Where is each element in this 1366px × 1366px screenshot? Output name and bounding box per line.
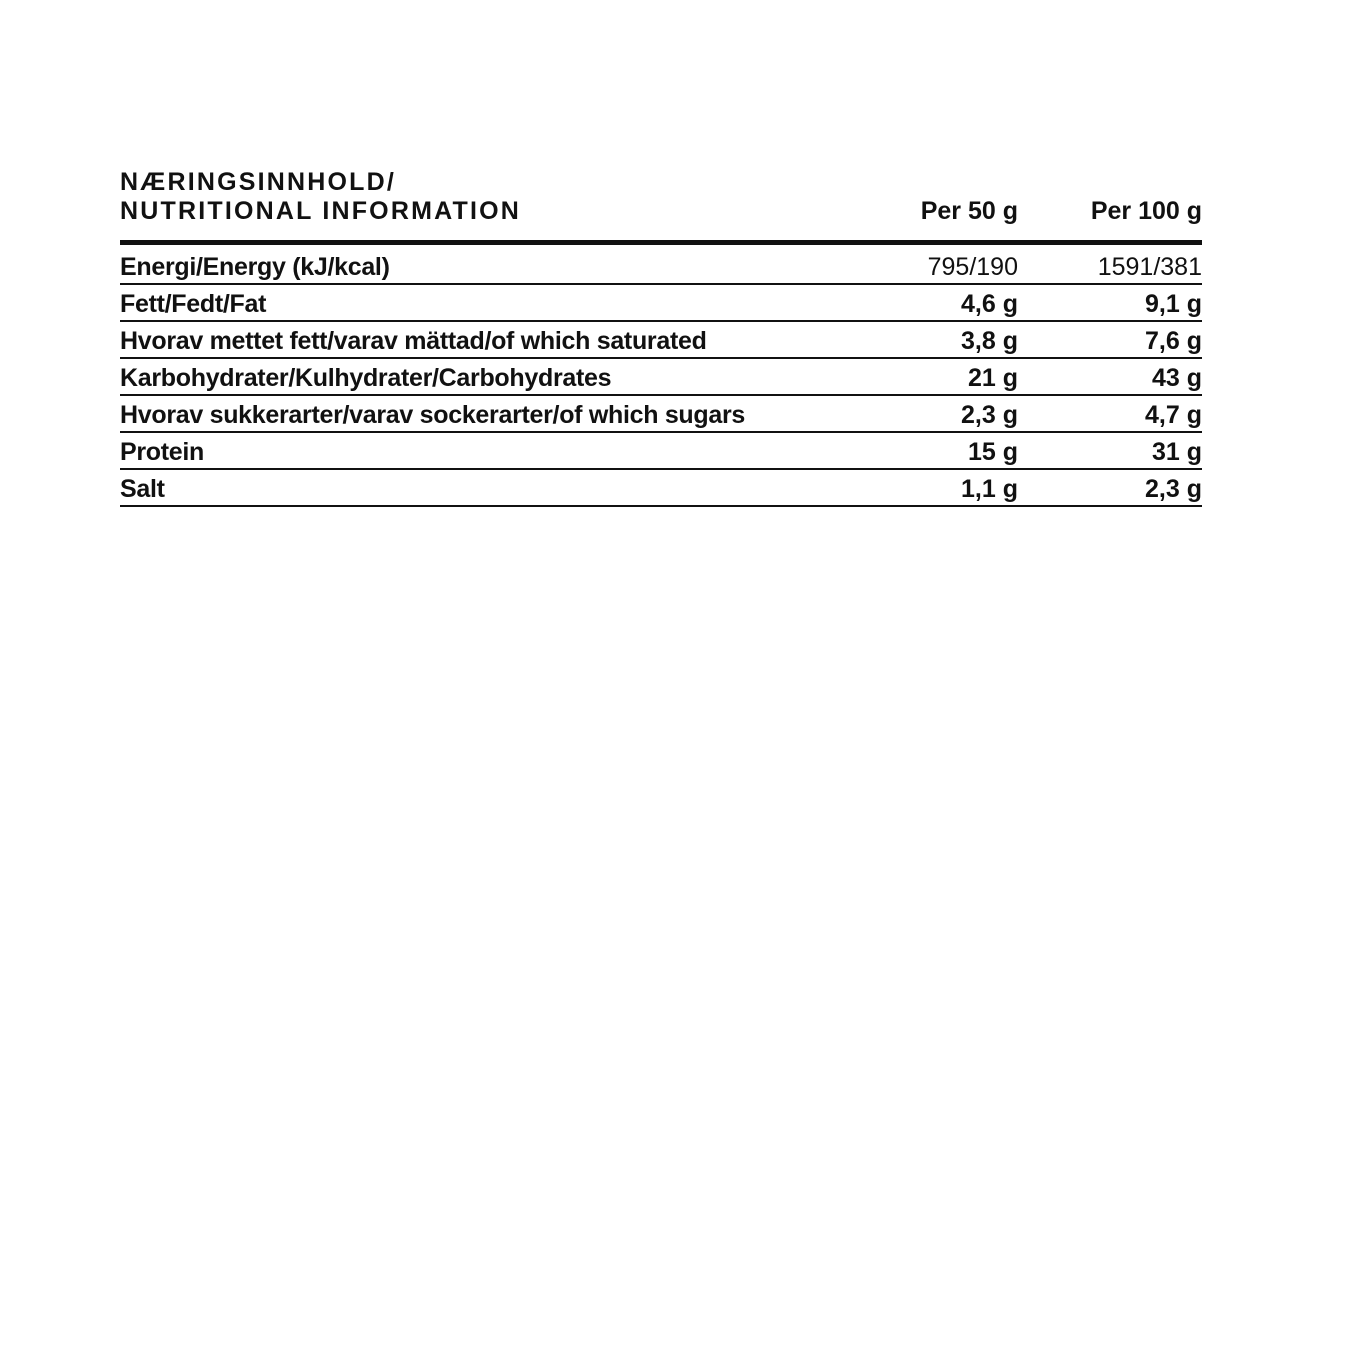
- table-row-protein: [120, 433, 1202, 470]
- value-per-100g: 9,1 g: [1145, 290, 1202, 318]
- value-per-100g: 1591/381: [1097, 253, 1202, 281]
- row-label: Salt: [120, 475, 165, 503]
- value-per-50g: 4,6 g: [961, 290, 1018, 318]
- value-per-100g: 2,3 g: [1145, 475, 1202, 503]
- table-row-saturated-fat: [120, 322, 1202, 359]
- column-header-per-100g: Per 100 g: [1090, 197, 1202, 225]
- table-row-fat: [120, 285, 1202, 322]
- value-per-50g: 3,8 g: [961, 327, 1018, 355]
- value-per-100g: 43 g: [1151, 364, 1202, 392]
- value-per-50g: 2,3 g: [961, 401, 1018, 429]
- value-per-100g: 31 g: [1151, 438, 1202, 466]
- row-label: Hvorav mettet fett/varav mättad/of which saturated: [120, 327, 707, 355]
- row-label: Hvorav sukkerarter/varav sockerarter/of which sugars: [120, 401, 746, 429]
- row-label: Protein: [120, 438, 205, 466]
- value-per-50g: 21 g: [967, 364, 1018, 392]
- row-label: Fett/Fedt/Fat: [120, 290, 267, 318]
- title-english: NUTRITIONAL INFORMATION: [120, 197, 522, 225]
- value-per-50g: 795/190: [927, 253, 1018, 281]
- table-row-carbohydrates: [120, 359, 1202, 396]
- row-label: Energi/Energy (kJ/kcal): [120, 253, 390, 281]
- nutrition-table: [120, 168, 1202, 507]
- value-per-100g: 7,6 g: [1145, 327, 1202, 355]
- row-label: Karbohydrater/Kulhydrater/Carbohydrates: [120, 364, 612, 392]
- value-per-50g: 15 g: [967, 438, 1018, 466]
- table-title: [120, 168, 521, 226]
- nutrient-rows: [120, 245, 1202, 507]
- title-norwegian: NÆRINGSINNHOLD/: [120, 168, 397, 196]
- table-row-energy: [120, 245, 1202, 285]
- column-header-per-50g: Per 50 g: [920, 197, 1018, 225]
- value-per-50g: 1,1 g: [961, 475, 1018, 503]
- table-header: [120, 168, 1202, 245]
- table-row-salt: [120, 470, 1202, 507]
- value-per-100g: 4,7 g: [1145, 401, 1202, 429]
- table-row-sugars: [120, 396, 1202, 433]
